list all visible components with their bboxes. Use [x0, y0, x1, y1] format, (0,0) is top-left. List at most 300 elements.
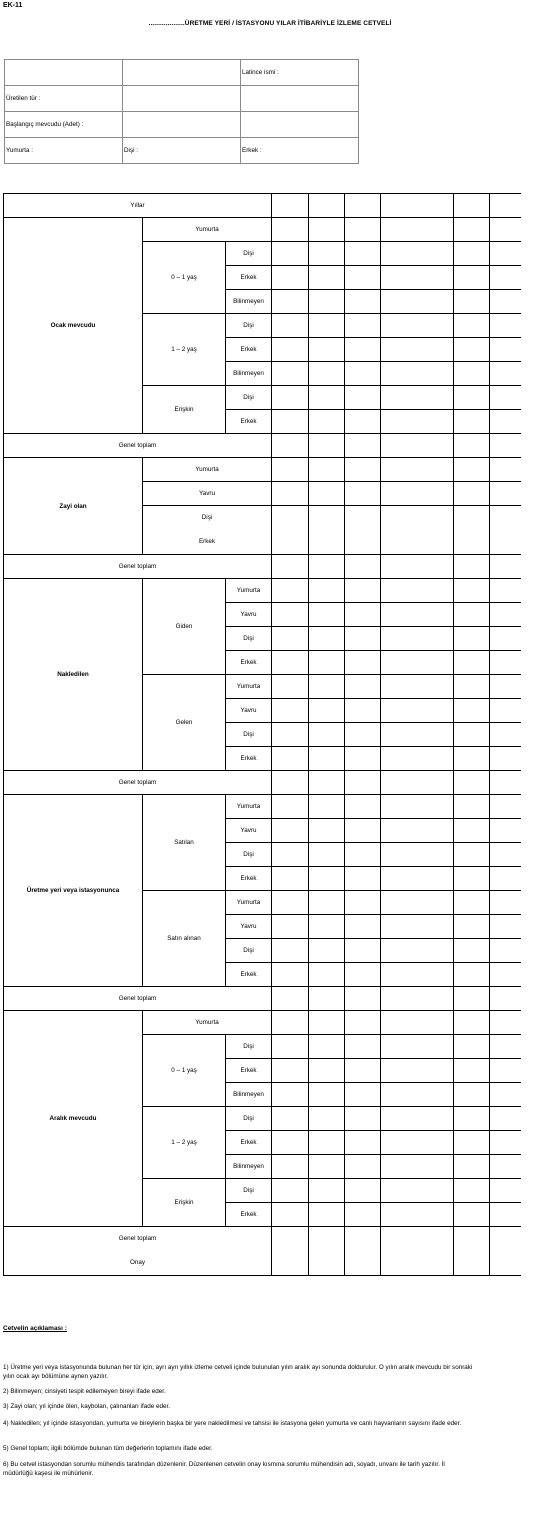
value-cell[interactable] [272, 314, 309, 338]
egg-label: Yumurta [143, 1011, 272, 1035]
value-cell[interactable] [454, 1155, 490, 1179]
value-cell[interactable] [345, 1179, 381, 1203]
value-cell[interactable] [490, 506, 521, 555]
value-cell[interactable] [272, 963, 309, 987]
value-cell[interactable] [345, 915, 381, 939]
value-cell[interactable] [454, 819, 490, 843]
value-cell[interactable] [309, 266, 345, 290]
value-cell[interactable] [272, 458, 309, 482]
juvenile-label: Yavru [226, 603, 272, 627]
value-cell[interactable] [381, 699, 454, 723]
value-cell[interactable] [272, 1227, 309, 1276]
value-cell[interactable] [309, 627, 345, 651]
value-cell[interactable] [345, 795, 381, 819]
value-cell[interactable] [272, 987, 309, 1011]
value-cell[interactable] [345, 555, 381, 579]
value-cell[interactable] [345, 819, 381, 843]
value-cell[interactable] [309, 1227, 345, 1276]
value-cell[interactable] [454, 434, 490, 458]
value-cell[interactable] [272, 1107, 309, 1131]
value-cell[interactable] [309, 819, 345, 843]
value-cell[interactable] [309, 723, 345, 747]
female-label: Dişi [226, 1107, 272, 1131]
value-cell[interactable] [381, 1083, 454, 1107]
value-cell[interactable] [309, 1107, 345, 1131]
value-cell[interactable] [454, 362, 490, 386]
value-cell[interactable] [490, 266, 521, 290]
value-cell[interactable] [272, 1011, 309, 1035]
value-cell[interactable] [381, 867, 454, 891]
value-cell[interactable] [345, 1107, 381, 1131]
value-cell[interactable] [272, 939, 309, 963]
value-cell[interactable] [381, 603, 454, 627]
value-cell[interactable] [272, 482, 309, 506]
value-cell[interactable] [381, 675, 454, 699]
value-cell[interactable] [381, 482, 454, 506]
value-cell[interactable] [345, 314, 381, 338]
value-cell[interactable] [309, 1083, 345, 1107]
value-cell[interactable] [490, 1179, 521, 1203]
value-cell[interactable] [309, 506, 345, 555]
value-cell[interactable] [490, 458, 521, 482]
value-cell[interactable] [490, 218, 521, 242]
value-cell[interactable] [381, 314, 454, 338]
value-cell[interactable] [272, 434, 309, 458]
value-cell[interactable] [490, 891, 521, 915]
value-cell[interactable] [309, 1203, 345, 1227]
value-cell[interactable] [345, 699, 381, 723]
value-cell[interactable] [345, 410, 381, 434]
value-cell[interactable] [454, 627, 490, 651]
approval-label: Onay [129, 1259, 146, 1266]
info-cell-empty[interactable] [5, 60, 123, 86]
value-cell[interactable] [345, 218, 381, 242]
value-cell[interactable] [454, 1011, 490, 1035]
value-cell[interactable] [454, 699, 490, 723]
value-cell[interactable] [309, 218, 345, 242]
value-cell[interactable] [454, 1203, 490, 1227]
value-cell[interactable] [272, 194, 309, 218]
loss-label: Zayi olan [4, 458, 143, 555]
info-cell-empty[interactable] [123, 112, 241, 138]
value-cell[interactable] [454, 747, 490, 771]
value-cell[interactable] [454, 843, 490, 867]
value-cell[interactable] [454, 458, 490, 482]
value-cell[interactable] [454, 603, 490, 627]
value-cell[interactable] [490, 1227, 521, 1276]
adult-label: Erişkin [143, 1179, 226, 1227]
value-cell[interactable] [345, 506, 381, 555]
value-cell[interactable] [381, 218, 454, 242]
value-cell[interactable] [309, 987, 345, 1011]
value-cell[interactable] [381, 1011, 454, 1035]
info-cell-empty[interactable] [241, 112, 359, 138]
value-cell[interactable] [490, 795, 521, 819]
info-cell-empty[interactable] [123, 86, 241, 112]
value-cell[interactable] [454, 242, 490, 266]
value-cell[interactable] [454, 795, 490, 819]
value-cell[interactable] [490, 747, 521, 771]
value-cell[interactable] [272, 506, 309, 555]
note-1: 1) Üretme yeri veya istasyonunda bulunan her tür için, ayrı ayrı yıllık izleme cetveli içinde bulunulan yılın aralık ayı sonunda doldurulur. O yılın aralık mevcudu bir sonraki yılın ocak ayı bölümüne aynen yazılır. [3, 1364, 473, 1380]
value-cell[interactable] [381, 747, 454, 771]
value-cell[interactable] [272, 771, 309, 795]
value-cell[interactable] [309, 1131, 345, 1155]
male-count-field[interactable]: Erkek : [241, 138, 359, 164]
value-cell[interactable] [309, 362, 345, 386]
value-cell[interactable] [381, 362, 454, 386]
value-cell[interactable] [272, 675, 309, 699]
value-cell[interactable] [381, 410, 454, 434]
value-cell[interactable] [272, 795, 309, 819]
value-cell[interactable] [454, 891, 490, 915]
value-cell[interactable] [345, 290, 381, 314]
value-cell[interactable] [309, 458, 345, 482]
info-row-1 [5, 60, 359, 86]
value-cell[interactable] [272, 891, 309, 915]
value-cell[interactable] [309, 843, 345, 867]
transferred-label: Nakledilen [4, 579, 143, 771]
value-cell[interactable] [345, 603, 381, 627]
value-cell[interactable] [490, 1011, 521, 1035]
value-cell[interactable] [381, 434, 454, 458]
value-cell[interactable] [490, 939, 521, 963]
value-cell[interactable] [345, 939, 381, 963]
value-cell[interactable] [272, 1155, 309, 1179]
value-cell[interactable] [381, 1227, 454, 1276]
value-cell[interactable] [345, 1155, 381, 1179]
value-cell[interactable] [345, 362, 381, 386]
value-cell[interactable] [345, 434, 381, 458]
value-cell[interactable] [272, 627, 309, 651]
value-cell[interactable] [490, 555, 521, 579]
value-cell[interactable] [272, 747, 309, 771]
value-cell[interactable] [345, 963, 381, 987]
value-cell[interactable] [345, 458, 381, 482]
value-cell[interactable] [381, 819, 454, 843]
value-cell[interactable] [272, 603, 309, 627]
male-label: Erkek [226, 867, 272, 891]
value-cell[interactable] [309, 338, 345, 362]
value-cell[interactable] [309, 1059, 345, 1083]
value-cell[interactable] [490, 338, 521, 362]
value-cell[interactable] [454, 290, 490, 314]
value-cell[interactable] [490, 386, 521, 410]
value-cell[interactable] [381, 579, 454, 603]
value-cell[interactable] [345, 723, 381, 747]
value-cell[interactable] [381, 1155, 454, 1179]
total-row [4, 434, 521, 458]
value-cell[interactable] [381, 242, 454, 266]
value-cell[interactable] [454, 194, 490, 218]
value-cell[interactable] [272, 362, 309, 386]
value-cell[interactable] [272, 915, 309, 939]
value-cell[interactable] [345, 747, 381, 771]
value-cell[interactable] [381, 843, 454, 867]
egg-count-field[interactable]: Yumurta : [5, 138, 123, 164]
value-cell[interactable] [309, 867, 345, 891]
value-cell[interactable] [490, 194, 521, 218]
total-approval-row [4, 1227, 521, 1276]
value-cell[interactable] [490, 675, 521, 699]
value-cell[interactable] [381, 723, 454, 747]
value-cell[interactable] [490, 362, 521, 386]
value-cell[interactable] [454, 915, 490, 939]
value-cell[interactable] [309, 434, 345, 458]
value-cell[interactable] [454, 1083, 490, 1107]
value-cell[interactable] [454, 771, 490, 795]
value-cell[interactable] [454, 410, 490, 434]
value-cell[interactable] [272, 266, 309, 290]
value-cell[interactable] [309, 891, 345, 915]
female-count-field[interactable]: Dişi : [123, 138, 241, 164]
male-label: Erkek [226, 963, 272, 987]
age-1-2-label: 1 – 2 yaş [143, 1107, 226, 1179]
value-cell[interactable] [345, 627, 381, 651]
value-cell[interactable] [454, 651, 490, 675]
value-cell[interactable] [309, 1035, 345, 1059]
value-cell[interactable] [272, 651, 309, 675]
value-cell[interactable] [309, 555, 345, 579]
value-cell[interactable] [345, 987, 381, 1011]
dec-stock-label: Aralık mevcudu [4, 1011, 143, 1227]
value-cell[interactable] [454, 314, 490, 338]
value-cell[interactable] [309, 651, 345, 675]
value-cell[interactable] [345, 579, 381, 603]
value-cell[interactable] [309, 915, 345, 939]
value-cell[interactable] [490, 1083, 521, 1107]
value-cell[interactable] [309, 242, 345, 266]
value-cell[interactable] [490, 627, 521, 651]
value-cell[interactable] [490, 1059, 521, 1083]
value-cell[interactable] [454, 579, 490, 603]
value-cell[interactable] [345, 1131, 381, 1155]
value-cell[interactable] [309, 603, 345, 627]
value-cell[interactable] [454, 1035, 490, 1059]
value-cell[interactable] [272, 723, 309, 747]
value-cell[interactable] [272, 699, 309, 723]
value-cell[interactable] [272, 410, 309, 434]
value-cell[interactable] [490, 915, 521, 939]
value-cell[interactable] [490, 843, 521, 867]
juvenile-label: Yavru [226, 699, 272, 723]
value-cell[interactable] [381, 194, 454, 218]
value-cell[interactable] [490, 482, 521, 506]
value-cell[interactable] [490, 314, 521, 338]
value-cell[interactable] [490, 1131, 521, 1155]
bought-label: Satın alınan [143, 891, 226, 987]
value-cell[interactable] [454, 675, 490, 699]
value-cell[interactable] [381, 795, 454, 819]
value-cell[interactable] [454, 987, 490, 1011]
value-cell[interactable] [381, 338, 454, 362]
table-row [4, 458, 521, 482]
value-cell[interactable] [345, 386, 381, 410]
value-cell[interactable] [272, 1059, 309, 1083]
value-cell[interactable] [490, 819, 521, 843]
value-cell[interactable] [490, 1155, 521, 1179]
value-cell[interactable] [272, 843, 309, 867]
value-cell[interactable] [381, 651, 454, 675]
table-row [4, 795, 521, 819]
info-cell-empty[interactable] [241, 86, 359, 112]
value-cell[interactable] [272, 1131, 309, 1155]
value-cell[interactable] [309, 1179, 345, 1203]
value-cell[interactable] [345, 482, 381, 506]
value-cell[interactable] [490, 603, 521, 627]
value-cell[interactable] [490, 867, 521, 891]
value-cell[interactable] [381, 1107, 454, 1131]
value-cell[interactable] [272, 290, 309, 314]
value-cell[interactable] [381, 386, 454, 410]
value-cell[interactable] [272, 555, 309, 579]
value-cell[interactable] [345, 266, 381, 290]
male-label: Erkek [226, 651, 272, 675]
note-6: 6) Bu cetvel istasyondan sorumlu mühendis tarafından düzenlenir. Düzenlenen cetvelin onay kısmına sorumlu mühendisin adı, soyadı, unvanı ile tarih yazılır. İl müdürlüğü kaşesi ile mühürlenir. [3, 1461, 445, 1477]
value-cell[interactable] [309, 771, 345, 795]
value-cell[interactable] [309, 747, 345, 771]
value-cell[interactable] [272, 386, 309, 410]
value-cell[interactable] [490, 290, 521, 314]
value-cell[interactable] [490, 1203, 521, 1227]
value-cell[interactable] [272, 242, 309, 266]
value-cell[interactable] [309, 1011, 345, 1035]
value-cell[interactable] [454, 1131, 490, 1155]
value-cell[interactable] [381, 891, 454, 915]
value-cell[interactable] [381, 987, 454, 1011]
value-cell[interactable] [309, 795, 345, 819]
value-cell[interactable] [490, 699, 521, 723]
value-cell[interactable] [381, 771, 454, 795]
total-row [4, 771, 521, 795]
value-cell[interactable] [490, 434, 521, 458]
egg-label: Yumurta [226, 891, 272, 915]
value-cell[interactable] [490, 1107, 521, 1131]
value-cell[interactable] [345, 1227, 381, 1276]
value-cell[interactable] [309, 194, 345, 218]
value-cell[interactable] [309, 482, 345, 506]
value-cell[interactable] [309, 699, 345, 723]
value-cell[interactable] [381, 458, 454, 482]
value-cell[interactable] [272, 338, 309, 362]
value-cell[interactable] [345, 242, 381, 266]
juvenile-label: Yavru [226, 819, 272, 843]
value-cell[interactable] [381, 1059, 454, 1083]
value-cell[interactable] [381, 555, 454, 579]
value-cell[interactable] [272, 1083, 309, 1107]
value-cell[interactable] [345, 1083, 381, 1107]
value-cell[interactable] [309, 410, 345, 434]
value-cell[interactable] [309, 290, 345, 314]
value-cell[interactable] [345, 675, 381, 699]
value-cell[interactable] [454, 1107, 490, 1131]
value-cell[interactable] [454, 386, 490, 410]
value-cell[interactable] [381, 1203, 454, 1227]
value-cell[interactable] [345, 771, 381, 795]
value-cell[interactable] [381, 1179, 454, 1203]
value-cell[interactable] [454, 218, 490, 242]
value-cell[interactable] [345, 867, 381, 891]
value-cell[interactable] [454, 723, 490, 747]
value-cell[interactable] [454, 1179, 490, 1203]
value-cell[interactable] [272, 1035, 309, 1059]
value-cell[interactable] [490, 651, 521, 675]
value-cell[interactable] [490, 987, 521, 1011]
value-cell[interactable] [381, 627, 454, 651]
value-cell[interactable] [490, 963, 521, 987]
value-cell[interactable] [454, 867, 490, 891]
value-cell[interactable] [272, 1179, 309, 1203]
value-cell[interactable] [272, 579, 309, 603]
value-cell[interactable] [490, 242, 521, 266]
value-cell[interactable] [309, 939, 345, 963]
value-cell[interactable] [309, 579, 345, 603]
value-cell[interactable] [345, 891, 381, 915]
value-cell[interactable] [345, 1011, 381, 1035]
value-cell[interactable] [272, 218, 309, 242]
value-cell[interactable] [345, 651, 381, 675]
value-cell[interactable] [345, 1203, 381, 1227]
value-cell[interactable] [345, 1059, 381, 1083]
male-label: Erkek [226, 1203, 272, 1227]
value-cell[interactable] [490, 410, 521, 434]
value-cell[interactable] [381, 290, 454, 314]
latin-name-field[interactable]: Latince ismi : [241, 60, 359, 86]
value-cell[interactable] [381, 963, 454, 987]
value-cell[interactable] [381, 1131, 454, 1155]
value-cell[interactable] [381, 266, 454, 290]
value-cell[interactable] [381, 1035, 454, 1059]
value-cell[interactable] [454, 1059, 490, 1083]
value-cell[interactable] [309, 1155, 345, 1179]
value-cell[interactable] [381, 939, 454, 963]
value-cell[interactable] [272, 1203, 309, 1227]
value-cell[interactable] [454, 555, 490, 579]
value-cell[interactable] [454, 338, 490, 362]
value-cell[interactable] [272, 867, 309, 891]
value-cell[interactable] [490, 723, 521, 747]
value-cell[interactable] [381, 506, 454, 555]
value-cell[interactable] [454, 939, 490, 963]
value-cell[interactable] [454, 266, 490, 290]
value-cell[interactable] [345, 1035, 381, 1059]
value-cell[interactable] [454, 482, 490, 506]
male-label: Erkek [226, 338, 272, 362]
value-cell[interactable] [490, 771, 521, 795]
value-cell[interactable] [309, 314, 345, 338]
value-cell[interactable] [272, 819, 309, 843]
value-cell[interactable] [454, 506, 490, 555]
value-cell[interactable] [490, 579, 521, 603]
monitoring-table [3, 193, 521, 1276]
value-cell[interactable] [309, 386, 345, 410]
value-cell[interactable] [345, 843, 381, 867]
value-cell[interactable] [309, 963, 345, 987]
male-label: Erkek [226, 410, 272, 434]
value-cell[interactable] [454, 963, 490, 987]
value-cell[interactable] [345, 338, 381, 362]
value-cell[interactable] [454, 1227, 490, 1276]
value-cell[interactable] [345, 194, 381, 218]
initial-stock-field[interactable]: Başlangıç mevcudu (Adet) : [5, 112, 123, 138]
info-cell-empty[interactable] [123, 60, 241, 86]
species-field[interactable]: Üretilen tür : [5, 86, 123, 112]
value-cell[interactable] [381, 915, 454, 939]
value-cell[interactable] [309, 675, 345, 699]
age-1-2-label: 1 – 2 yaş [143, 314, 226, 386]
value-cell[interactable] [490, 1035, 521, 1059]
age-0-1-label: 0 – 1 yaş [143, 1035, 226, 1107]
